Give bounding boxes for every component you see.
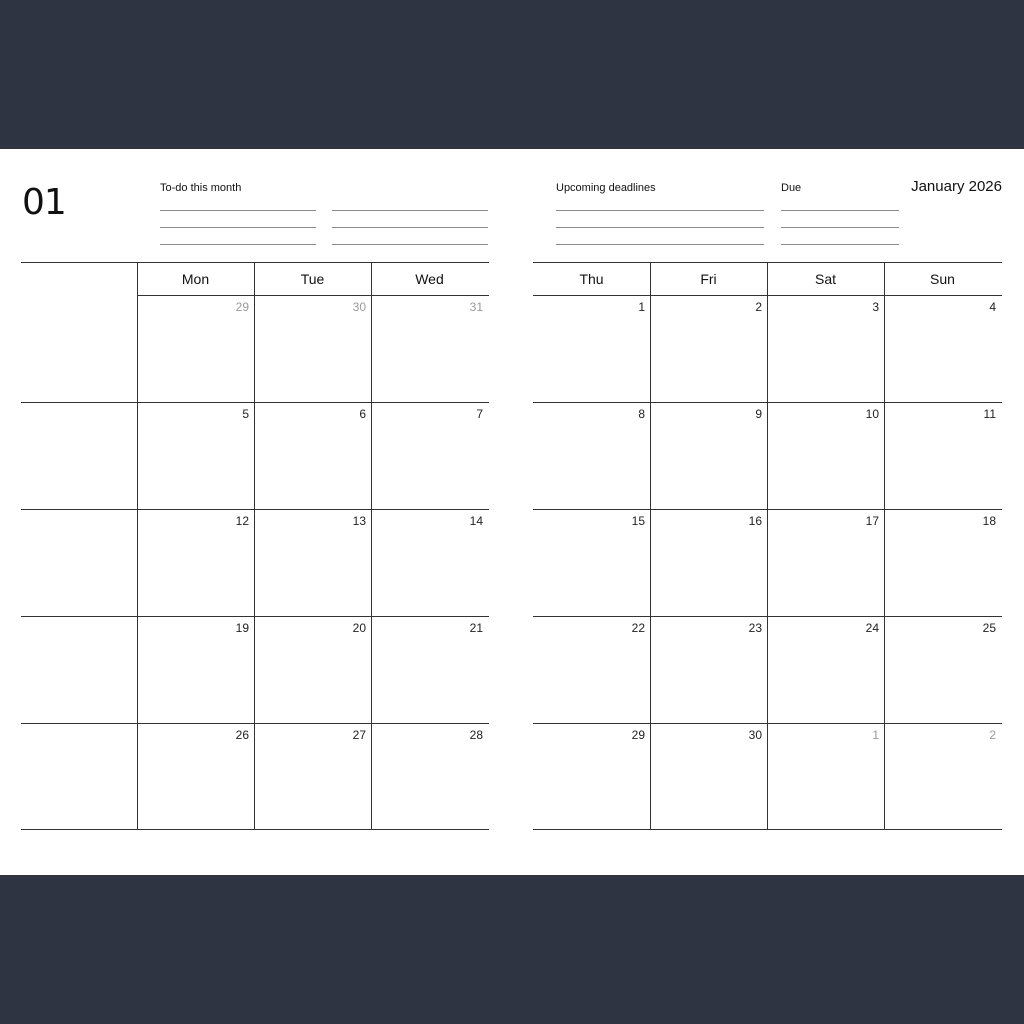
day-number: 29 [235, 300, 249, 314]
day-cell[interactable] [533, 723, 650, 830]
due-line[interactable] [781, 227, 899, 228]
day-cell[interactable] [884, 616, 1001, 723]
day-cell[interactable] [254, 402, 371, 509]
day-number: 8 [638, 407, 645, 421]
day-number: 25 [982, 621, 996, 635]
day-cell[interactable] [884, 295, 1001, 402]
day-cell[interactable] [650, 402, 767, 509]
day-number: 24 [865, 621, 879, 635]
due-label: Due [781, 182, 802, 194]
day-cell[interactable] [767, 509, 884, 616]
day-number: 29 [631, 728, 645, 742]
day-cell[interactable] [254, 509, 371, 616]
day-number: 30 [748, 728, 762, 742]
todo-line[interactable] [332, 227, 488, 228]
day-number: 9 [755, 407, 762, 421]
day-number: 4 [989, 300, 996, 314]
day-number: 27 [352, 728, 366, 742]
day-number: 17 [865, 514, 879, 528]
day-number: 16 [748, 514, 762, 528]
day-cell[interactable] [767, 723, 884, 830]
day-cell[interactable] [650, 509, 767, 616]
deadline-line[interactable] [556, 227, 764, 228]
dayname-fri: Fri [700, 271, 717, 287]
day-cell[interactable] [533, 616, 650, 723]
due-line[interactable] [781, 244, 899, 245]
deadline-line[interactable] [556, 244, 764, 245]
day-number: 10 [865, 407, 879, 421]
calendar-left [21, 262, 489, 830]
day-number: 11 [983, 407, 996, 421]
day-cell[interactable] [533, 295, 650, 402]
deadlines-label: Upcoming deadlines [556, 182, 656, 194]
todo-line[interactable] [160, 244, 316, 245]
day-cell[interactable] [767, 616, 884, 723]
day-number: 15 [631, 514, 645, 528]
column-divider [137, 263, 138, 830]
day-number: 19 [235, 621, 249, 635]
deadline-line[interactable] [556, 210, 764, 211]
month-title: January 2026 [911, 178, 1002, 195]
day-cell[interactable] [371, 616, 488, 723]
day-number: 7 [476, 407, 483, 421]
day-number: 13 [352, 514, 366, 528]
day-number: 2 [755, 300, 762, 314]
day-number: 28 [469, 728, 483, 742]
day-number: 3 [872, 300, 879, 314]
day-number: 5 [242, 407, 249, 421]
day-cell[interactable] [650, 723, 767, 830]
month-number: 01 [22, 182, 66, 223]
column-divider [650, 263, 651, 830]
day-cell[interactable] [254, 723, 371, 830]
dayname-sun: Sun [930, 271, 955, 287]
due-line[interactable] [781, 210, 899, 211]
dayname-thu: Thu [579, 271, 604, 287]
column-divider [884, 263, 885, 830]
calendar-right [533, 262, 1002, 830]
day-cell[interactable] [371, 509, 488, 616]
day-cell[interactable] [254, 295, 371, 402]
day-cell[interactable] [371, 723, 488, 830]
todo-line[interactable] [160, 210, 316, 211]
day-cell[interactable] [884, 509, 1001, 616]
day-cell[interactable] [650, 616, 767, 723]
day-number: 1 [638, 300, 645, 314]
day-cell[interactable] [650, 295, 767, 402]
planner-page [0, 149, 1024, 875]
day-number: 26 [235, 728, 249, 742]
todo-line[interactable] [332, 210, 488, 211]
day-cell[interactable] [884, 723, 1001, 830]
day-cell[interactable] [767, 402, 884, 509]
day-cell[interactable] [533, 402, 650, 509]
day-cell[interactable] [137, 402, 254, 509]
dayname-sat: Sat [814, 271, 836, 287]
day-cell[interactable] [137, 509, 254, 616]
dayname-wed: Wed [415, 271, 444, 287]
day-number: 2 [989, 728, 996, 742]
column-divider [767, 263, 768, 830]
day-number: 22 [631, 621, 645, 635]
dayname-tue: Tue [300, 271, 325, 287]
day-cell[interactable] [137, 295, 254, 402]
dayname-mon: Mon [181, 271, 210, 287]
day-number: 18 [982, 514, 996, 528]
day-number: 1 [872, 728, 879, 742]
todo-line[interactable] [332, 244, 488, 245]
day-cell[interactable] [137, 723, 254, 830]
day-cell[interactable] [254, 616, 371, 723]
day-number: 12 [235, 514, 249, 528]
day-number: 21 [469, 621, 483, 635]
todo-label: To-do this month [160, 182, 242, 194]
column-divider [254, 263, 255, 830]
day-cell[interactable] [884, 402, 1001, 509]
day-number: 31 [469, 300, 483, 314]
column-divider [371, 263, 372, 830]
day-number: 23 [748, 621, 762, 635]
day-number: 14 [469, 514, 483, 528]
day-number: 20 [352, 621, 366, 635]
day-cell[interactable] [371, 295, 488, 402]
day-number: 30 [352, 300, 366, 314]
day-cell[interactable] [137, 616, 254, 723]
day-cell[interactable] [371, 402, 488, 509]
day-cell[interactable] [533, 509, 650, 616]
day-cell[interactable] [767, 295, 884, 402]
day-number: 6 [359, 407, 366, 421]
todo-line[interactable] [160, 227, 316, 228]
